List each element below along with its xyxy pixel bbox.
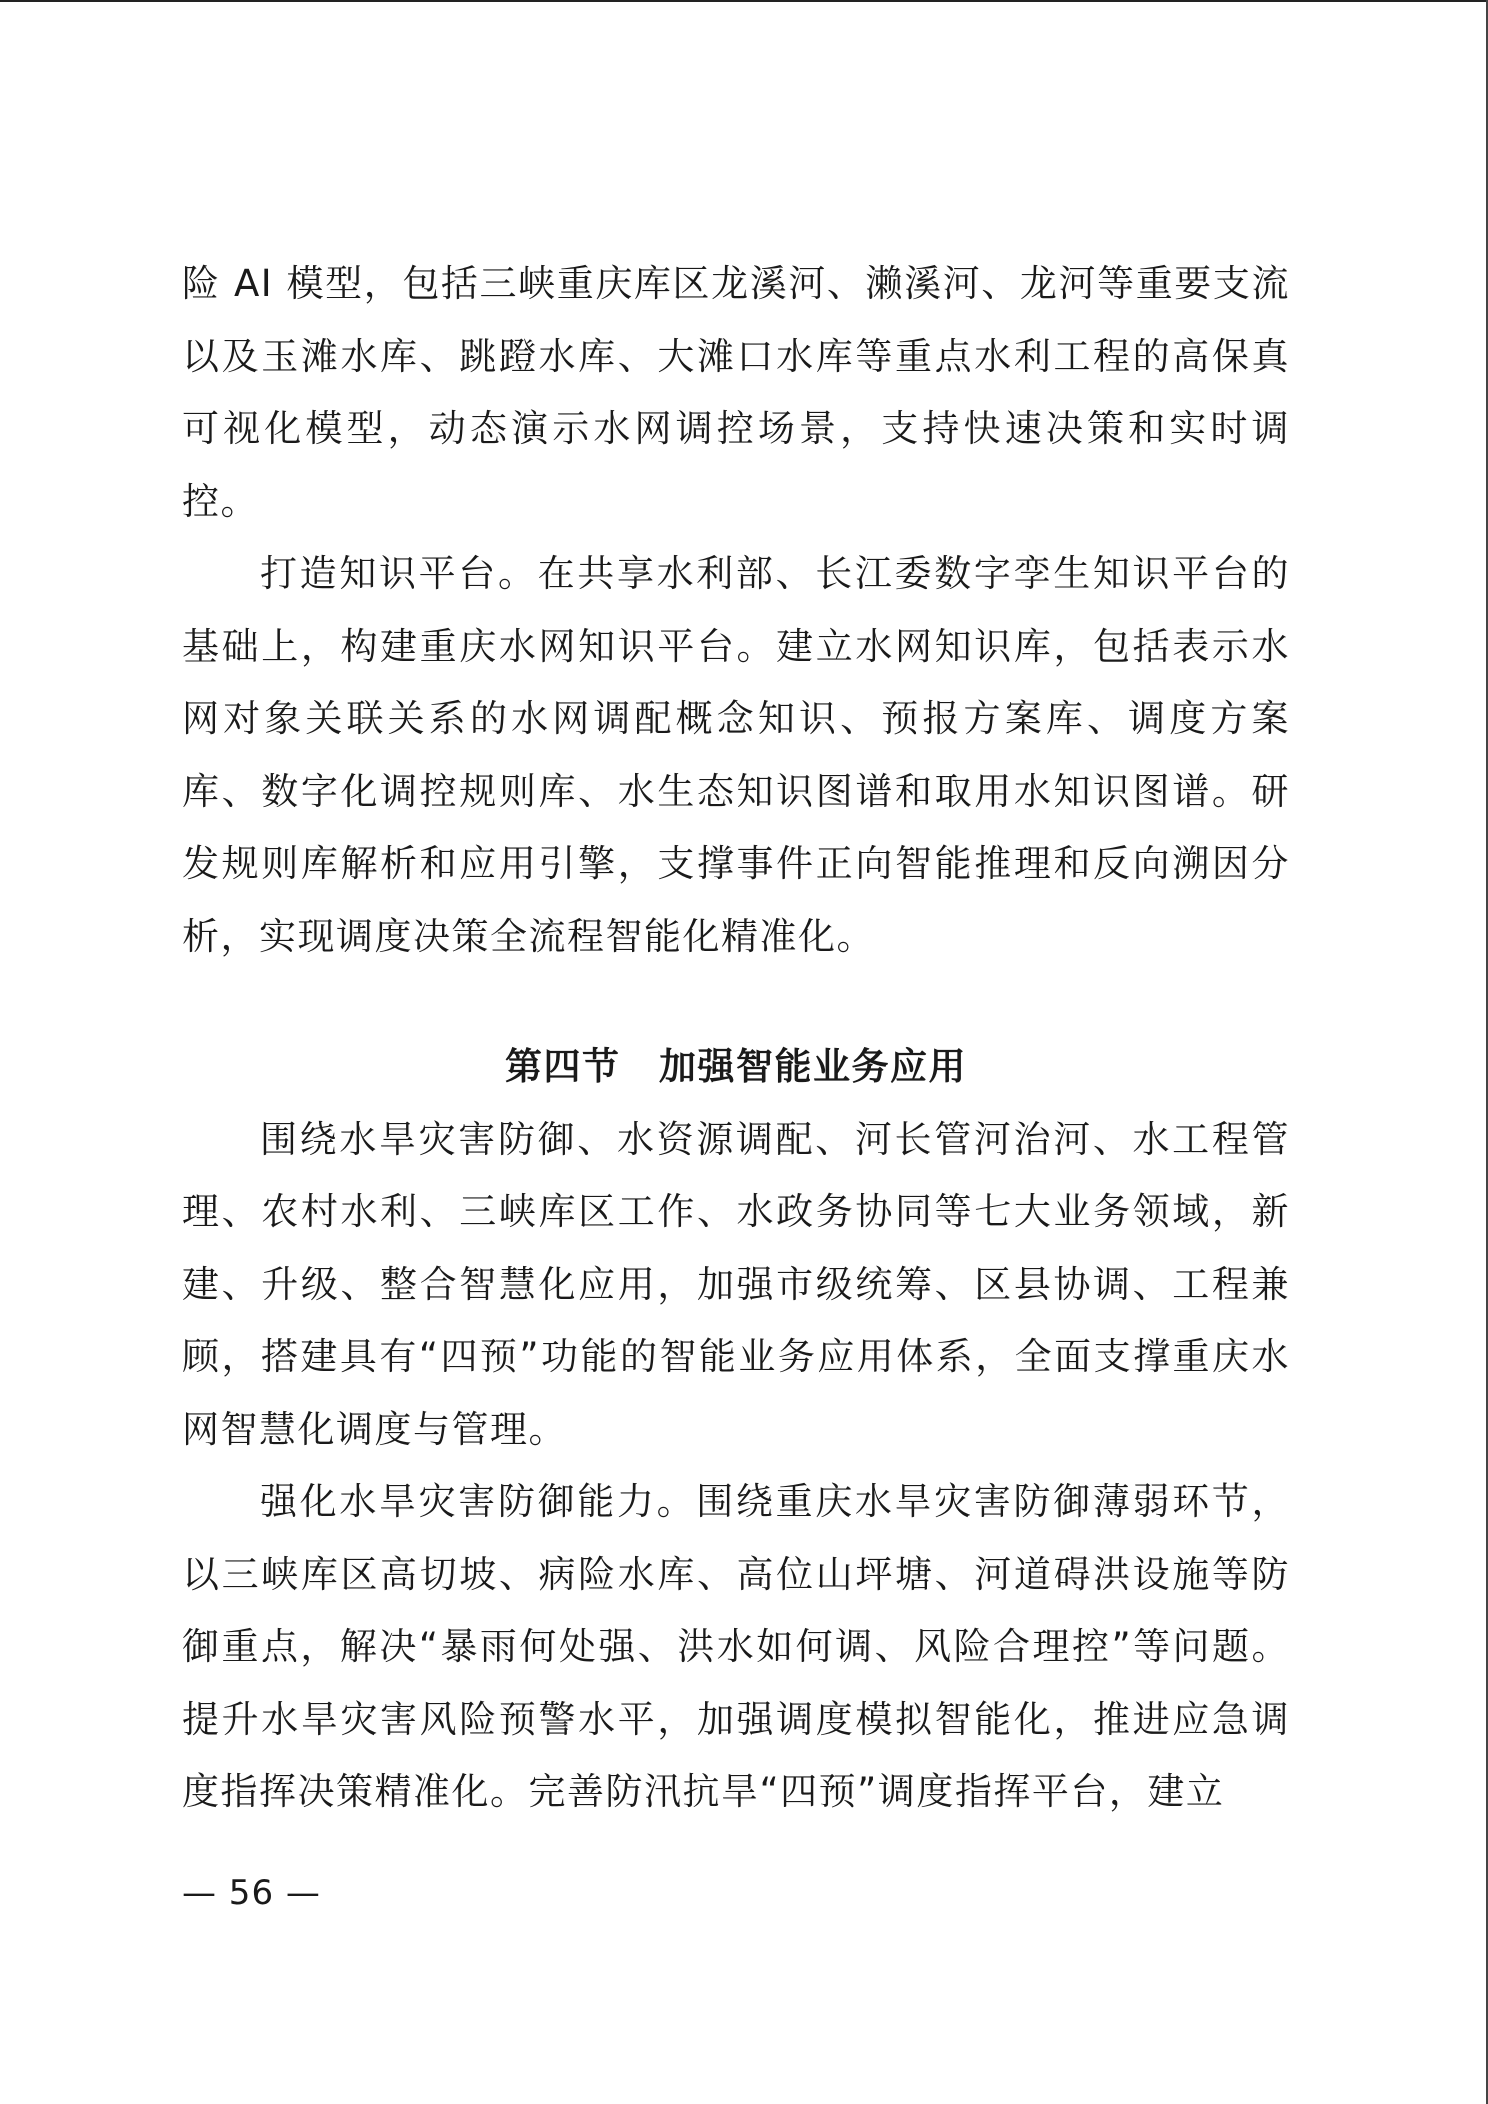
page-number: — 56 —: [182, 1873, 321, 1913]
document-body: [182, 248, 1290, 1829]
page-top-border: [0, 0, 1488, 2]
paragraph-flood-drought-defense: 强化水旱灾害防御能力。围绕重庆水旱灾害防御薄弱环节，以三峡库区高切坡、病险水库、高位山坪塘、河道碍洪设施等防御重点，解决“暴雨何处强、洪水如何调、风险合理控”等问题。提升水旱灾害风险预警水平，加强调度模拟智能化，推进应急调度指挥决策精准化。完善防汛抗旱“四预”调度指挥平台，建立: [182, 1480, 1290, 1813]
paragraph-knowledge-platform: 打造知识平台。在共享水利部、长江委数字孪生知识平台的基础上，构建重庆水网知识平台。建立水网知识库，包括表示水网对象关联关系的水网调配概念知识、预报方案库、调度方案库、数字化调控规则库、水生态知识图谱和取用水知识图谱。研发规则库解析和应用引擎，支撑事件正向智能推理和反向溯因分析，实现调度决策全流程智能化精准化。: [182, 552, 1290, 958]
paragraph-business-domains: 围绕水旱灾害防御、水资源调配、河长管河治河、水工程管理、农村水利、三峡库区工作、水政务协同等七大业务领域，新建、升级、整合智慧化应用，加强市级统筹、区县协调、工程兼顾，搭建具有“四预”功能的智能业务应用体系，全面支撑重庆水网智慧化调度与管理。: [182, 1117, 1290, 1451]
section-heading: 第四节 加强智能业务应用: [505, 1045, 967, 1088]
paragraph-ai-model-continuation: 险 AI 模型，包括三峡重庆库区龙溪河、濑溪河、龙河等重要支流以及玉滩水库、跳蹬水库、大滩口水库等重点水利工程的高保真可视化模型，动态演示水网调控场景，支持快速决策和实时调控。: [182, 262, 1290, 523]
